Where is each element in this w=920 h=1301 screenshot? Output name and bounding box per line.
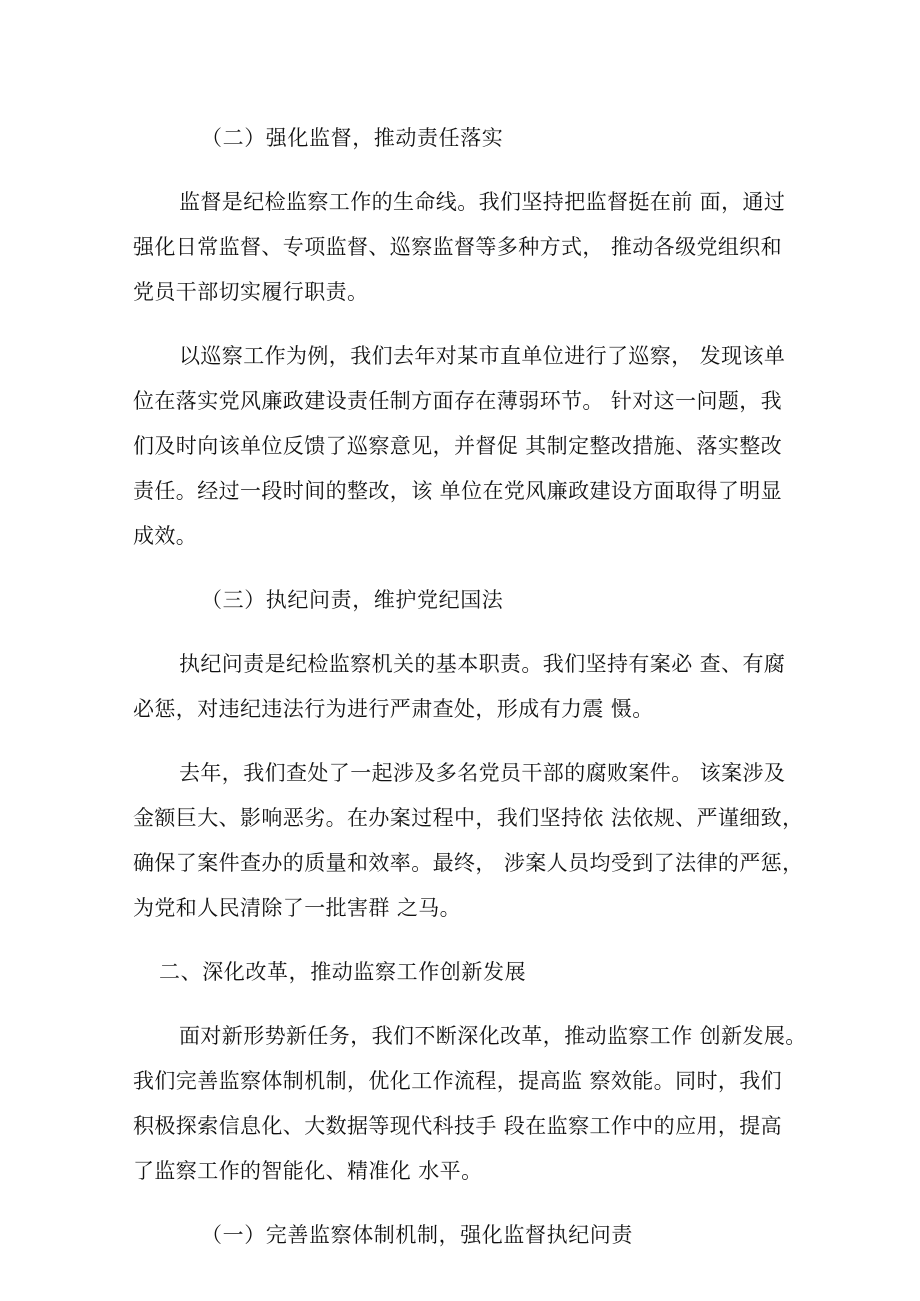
heading-line: （三）执纪问责，维护党纪国法 <box>201 588 504 612</box>
paragraph-line: 监督是纪检监察工作的生命线。我们坚持把监督挺在前 面，通过 <box>179 190 786 214</box>
section-heading-deepen-reform <box>133 950 793 995</box>
paragraph-line: 确保了案件查办的质量和效率。最终， 涉案人员均受到了法律的严惩， <box>133 851 804 875</box>
paragraph-line: 积极探索信息化、大数据等现代科技手 段在监察工作中的应用，提高 <box>133 1114 783 1138</box>
paragraph-line: 以巡察工作为例，我们去年对某市直单位进行了巡察， 发现该单 <box>179 344 786 368</box>
section-heading-improve-system <box>133 1213 793 1258</box>
heading-line: （一）完善监察体制机制，强化监督执纪问责 <box>201 1223 633 1247</box>
paragraph-line: 党员干部切实履行职责。 <box>133 280 369 304</box>
paragraph-line: 责任。经过一段时间的整改，该 单位在党风廉政建设方面取得了明显 <box>133 479 783 503</box>
section-heading-strengthen-supervision <box>133 116 793 161</box>
paragraph-line: 执纪问责是纪检监察机关的基本职责。我们坚持有案必 查、有腐 <box>179 652 786 676</box>
paragraph-supervision-lifeline <box>133 180 793 315</box>
paragraph-corruption-case <box>133 751 804 931</box>
document-body <box>133 116 807 1258</box>
heading-line: 二、深化改革，推动监察工作创新发展 <box>159 960 527 984</box>
paragraph-line: 了监察工作的智能化、精准化 水平。 <box>133 1159 483 1183</box>
paragraph-line: 成效。 <box>133 524 198 548</box>
paragraph-basic-duty <box>133 642 793 732</box>
paragraph-line: 们及时向该单位反馈了巡察意见，并督促 其制定整改措施、落实整改 <box>133 434 783 458</box>
paragraph-line: 位在落实党风廉政建设责任制方面存在薄弱环节。 针对这一问题，我 <box>133 389 783 413</box>
paragraph-line: 去年，我们查处了一起涉及多名党员干部的腐败案件。 该案涉及 <box>179 761 786 785</box>
paragraph-line: 必惩，对违纪违法行为进行严肃查处，形成有力震 慑。 <box>133 697 654 721</box>
paragraph-reform-innovation <box>133 1014 807 1194</box>
paragraph-line: 金额巨大、影响恶劣。在办案过程中，我们坚持依 法依规、严谨细致， <box>133 806 804 830</box>
heading-line: （二）强化监督，推动责任落实 <box>201 126 504 150</box>
paragraph-line: 强化日常监督、专项监督、巡察监督等多种方式， 推动各级党组织和 <box>133 235 783 259</box>
paragraph-line: 面对新形势新任务，我们不断深化改革，推动监察工作 创新发展。 <box>179 1024 807 1048</box>
paragraph-line: 为党和人民清除了一批害群 之马。 <box>133 896 462 920</box>
section-heading-discipline-accountability <box>133 578 793 623</box>
paragraph-line: 我们完善监察体制机制，优化工作流程，提高监 察效能。同时，我们 <box>133 1069 783 1093</box>
paragraph-inspection-example <box>133 334 793 559</box>
